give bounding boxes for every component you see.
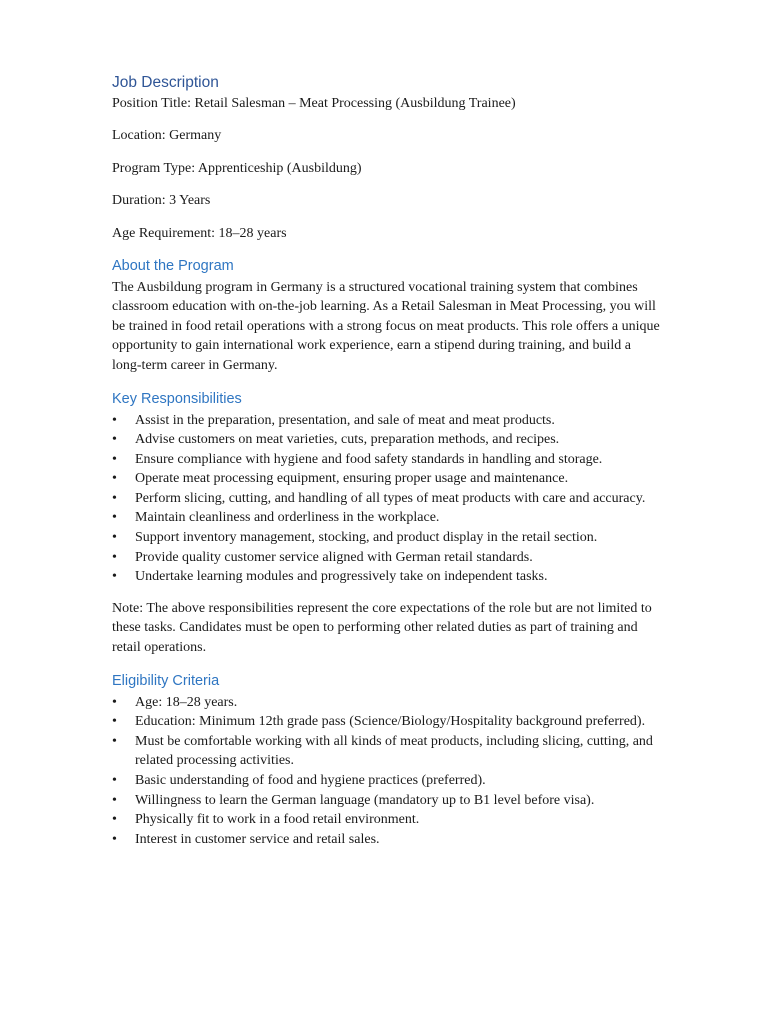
list-item xyxy=(112,810,664,830)
bullet-icon: • xyxy=(112,831,117,847)
age-requirement: Age Requirement: 18–28 years xyxy=(112,225,287,241)
list-item-text: Education: Minimum 12th grade pass (Science/Biology/Hospitality background preferred). xyxy=(135,714,646,730)
list-item xyxy=(112,411,664,431)
list-item xyxy=(112,489,664,509)
bullet-icon: • xyxy=(112,412,117,428)
list-item-text: Maintain cleanliness and orderliness in the workplace. xyxy=(135,510,440,526)
list-item xyxy=(112,567,664,587)
page-title: Job Description xyxy=(112,74,219,91)
bullet-icon: • xyxy=(112,490,117,506)
list-item-text: Provide quality customer service aligned with German retail standards. xyxy=(135,549,533,565)
eligibility-heading: Eligibility Criteria xyxy=(112,672,220,689)
bullet-icon: • xyxy=(112,530,117,546)
list-item-text: Willingness to learn the German language (mandatory up to B1 level before visa). xyxy=(135,792,595,808)
list-item xyxy=(112,508,664,528)
bullet-icon: • xyxy=(112,733,117,749)
list-item xyxy=(112,693,664,713)
list-item-text: Assist in the preparation, presentation, and sale of meat and meat products. xyxy=(135,412,555,428)
list-item xyxy=(112,771,664,791)
job-meta xyxy=(112,94,664,244)
list-item-text: Interest in customer service and retail sales. xyxy=(135,831,380,847)
list-item-text: Perform slicing, cutting, and handling of all types of meat products with care and accuracy. xyxy=(135,490,646,506)
about-text: The Ausbildung program in Germany is a structured vocational training system that combines classroom education with on-the-job learning. As a Retail Salesman in Meat Processing, you will be trained in food retail operations with a strong focus on meat products. This role offers a unique opportunity to gain international work experience, earn a stipend during training, and build a long-term career in Germany. xyxy=(112,279,660,373)
bullet-icon: • xyxy=(112,812,117,828)
list-item xyxy=(112,430,664,450)
document-page xyxy=(112,72,664,849)
program-type: Program Type: Apprenticeship (Ausbildung) xyxy=(112,160,362,176)
list-item-text: Advise customers on meat varieties, cuts, preparation methods, and recipes. xyxy=(135,432,560,448)
about-heading: About the Program xyxy=(112,257,234,274)
bullet-icon: • xyxy=(112,432,117,448)
responsibilities-list xyxy=(112,411,664,587)
list-item xyxy=(112,712,664,732)
position-title: Position Title: Retail Salesman – Meat Processing (Ausbildung Trainee) xyxy=(112,96,516,111)
list-item-text: Operate meat processing equipment, ensuring proper usage and maintenance. xyxy=(135,471,569,487)
list-item xyxy=(112,732,664,771)
responsibilities-heading: Key Responsibilities xyxy=(112,390,242,407)
list-item-text: Must be comfortable working with all kinds of meat products, including slicing, cutting, and related processing activities. xyxy=(135,733,653,769)
duration: Duration: 3 Years xyxy=(112,193,211,209)
list-item xyxy=(112,791,664,811)
bullet-icon: • xyxy=(112,694,117,710)
list-item xyxy=(112,528,664,548)
list-item xyxy=(112,469,664,489)
list-item xyxy=(112,450,664,470)
bullet-icon: • xyxy=(112,714,117,730)
list-item-text: Undertake learning modules and progressively take on independent tasks. xyxy=(135,569,548,585)
list-item xyxy=(112,548,664,568)
list-item-text: Basic understanding of food and hygiene practices (preferred). xyxy=(135,773,486,788)
list-item xyxy=(112,830,664,850)
responsibilities-note: Note: The above responsibilities represent the core expectations of the role but are not limited to these tasks. Candidates must be open to performing other related duties as part of training and retail operations. xyxy=(112,600,652,656)
bullet-icon: • xyxy=(112,773,117,788)
bullet-icon: • xyxy=(112,451,117,467)
bullet-icon: • xyxy=(112,471,117,487)
eligibility-list xyxy=(112,693,664,850)
bullet-icon: • xyxy=(112,510,117,526)
list-item-text: Age: 18–28 years. xyxy=(135,694,238,710)
list-item-text: Physically fit to work in a food retail environment. xyxy=(135,812,420,828)
list-item-text: Ensure compliance with hygiene and food safety standards in handling and storage. xyxy=(135,451,603,467)
location: Location: Germany xyxy=(112,128,222,144)
bullet-icon: • xyxy=(112,792,117,808)
bullet-icon: • xyxy=(112,569,117,585)
list-item-text: Support inventory management, stocking, and product display in the retail section. xyxy=(135,530,598,546)
bullet-icon: • xyxy=(112,549,117,565)
